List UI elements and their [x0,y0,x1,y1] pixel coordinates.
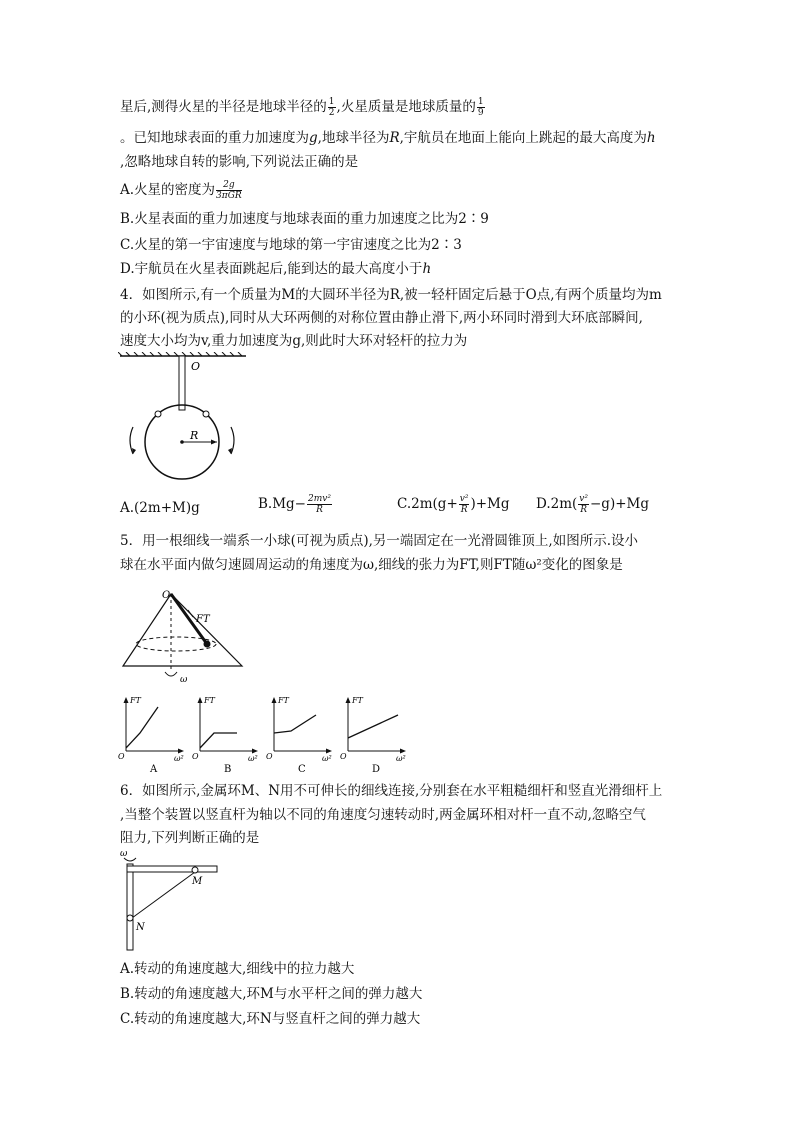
fraction-ninth [477,97,485,118]
graph-curve [200,733,237,748]
tension-arrow [188,610,193,617]
graph-curve [274,715,316,733]
x-axis-arrowhead [400,749,406,754]
label-O: O [191,360,201,373]
denominator: 2 [328,108,335,118]
label-R: R [190,429,199,442]
numerator: 2g [216,180,242,191]
denominator: R [316,505,323,515]
rod [179,356,185,410]
small-ring-right [203,411,209,417]
graph-b [192,696,258,773]
option-text: )+Mg [470,496,510,512]
fraction-density [216,180,242,201]
radius-arrowhead [211,440,217,445]
q3-text: 。已知地球表面的重力加速度为 [120,130,309,146]
denominator: 3πGR [216,191,242,201]
q5-graphs [118,693,418,773]
symbol-R: R [389,130,400,146]
graph-xlabel: ω² [248,754,258,763]
graph-xlabel: ω² [322,754,332,763]
label-FT: FT [196,614,210,625]
numerator: 1 [328,97,335,107]
graph-origin: O [118,752,125,761]
graph-ylabel: FT [278,696,289,705]
label-M: M [192,876,203,887]
q3-option-b: B.火星表面的重力加速度与地球表面的重力加速度之比为2∶9 [120,211,489,227]
q3-text: ,宇航员在地面上能向上跳起的最大高度为 [399,130,647,146]
ring-M [192,867,198,873]
fraction [307,494,332,515]
y-axis-arrowhead [272,697,277,703]
q3-line-3: ,忽略地球自转的影响,下列说法正确的是 [120,154,359,170]
ball [204,641,211,648]
x-axis-arrowhead [252,749,258,754]
denominator: 9 [477,108,484,118]
graph-origin: O [340,752,347,761]
q6-option-c: C.转动的角速度越大,环N与竖直杆之间的弹力越大 [120,1011,421,1027]
option-text: D.宇航员在火星表面跳起后,能到达的最大高度小于 [120,261,423,277]
fraction [578,494,589,515]
ceiling [118,352,246,356]
graph-xlabel: ω² [174,754,184,763]
numerator: 1 [477,97,484,107]
numerator: 2mv² [308,494,331,504]
thread [132,872,195,918]
graph-letter: A [150,764,158,773]
symbol-g: g [309,130,318,146]
fraction [459,494,470,515]
graph-a [118,696,184,773]
q4-option-c [397,494,510,515]
option-text: D.2m( [536,496,578,512]
graph-ylabel: FT [204,696,215,705]
q3-option-d [120,260,431,278]
small-ring-left [155,411,161,417]
horizontal-rod [127,866,217,872]
graph-curve [126,707,158,748]
graph-origin: O [192,752,199,761]
y-axis-arrowhead [198,697,203,703]
graph-ylabel: FT [130,696,141,705]
label-N: N [136,922,145,933]
graph-origin: O [266,752,273,761]
q4-option-a: A.(2m+M)g [120,500,200,516]
option-text: C.2m(g+ [397,496,458,512]
q4-line-2: 的小环(视为质点),同时从大环两侧的对称位置由静止滑下,两小环同时滑到大环底部瞬间, [120,310,643,326]
cone [123,594,242,666]
label-omega: ω [180,675,188,685]
q3-line-1 [120,97,486,118]
graph-letter: C [298,764,306,773]
q5-line-2: 球在水平面内做匀速圆周运动的角速度为ω,细线的张力为FT,则FT随ω²变化的图象是 [120,557,623,573]
q4-option-b [258,494,333,515]
label-O: O [162,590,171,601]
fraction-half [328,97,336,118]
graph-ylabel: FT [352,696,363,705]
ring-N [127,915,133,921]
q4-line-1: 4．如图所示,有一个质量为M的大圆环半径为R,被一轻杆固定后悬于O点,有两个质量均为m [120,287,662,303]
graph-curve [348,715,398,738]
q4-option-d [536,494,649,515]
symbol-h: h [422,261,432,277]
option-text: B.Mg− [258,496,306,512]
graph-letter: D [372,764,381,773]
y-axis-arrowhead [346,697,351,703]
symbol-h: h [646,130,656,146]
numerator: v² [579,494,588,504]
graph-c [266,696,332,773]
q3-option-c: C.火星的第一宇宙速度与地球的第一宇宙速度之比为2∶3 [120,237,462,253]
numerator: v² [459,494,469,504]
q3-text: 星后,测得火星的半径是地球半径的 [120,99,327,115]
label-omega: ω [120,849,128,859]
y-axis-arrowhead [124,697,129,703]
graph-xlabel: ω² [396,754,406,763]
q3-line-2 [120,129,656,147]
q6-line-3: 阻力,下列判断正确的是 [120,830,260,846]
graph-d [340,696,406,773]
q6-line-2: ,当整个装置以竖直杆为轴以不同的角速度匀速转动时,两金属环相对杆一直不动,忽略空气 [120,807,646,823]
q4-line-3: 速度大小均为v,重力加速度为g,则此时大环对轻杆的拉力为 [120,333,468,349]
vertical-rod [127,864,133,950]
denominator: R [460,505,468,515]
denominator: R [580,505,588,515]
x-axis-arrowhead [326,749,332,754]
option-text: −g)+Mg [590,496,649,512]
q3-option-a [120,180,243,201]
q6-option-a: A.转动的角速度越大,细线中的拉力越大 [120,961,355,977]
x-axis-arrowhead [178,749,184,754]
q4-figure-ring [118,352,248,487]
q3-text: ,火星质量是地球质量的 [336,99,476,115]
q6-option-b: B.转动的角速度越大,环M与水平杆之间的弹力越大 [120,986,423,1002]
q6-line-1: 6．如图所示,金属环M、N用不可伸长的细线连接,分别套在水平粗糙细杆和竖直光滑细杆上 [120,783,663,799]
q5-line-1: 5．用一根细线一端系一小球(可视为质点),另一端固定在一光滑圆锥顶上,如图所示.设小 [120,533,638,549]
option-label: A.火星的密度为 [120,182,216,198]
q6-figure-rods [118,846,228,956]
q3-text: ,地球半径为 [317,130,390,146]
rotation-arrow [165,672,177,676]
graph-letter: B [224,764,232,773]
q5-figure-cone [118,586,248,686]
